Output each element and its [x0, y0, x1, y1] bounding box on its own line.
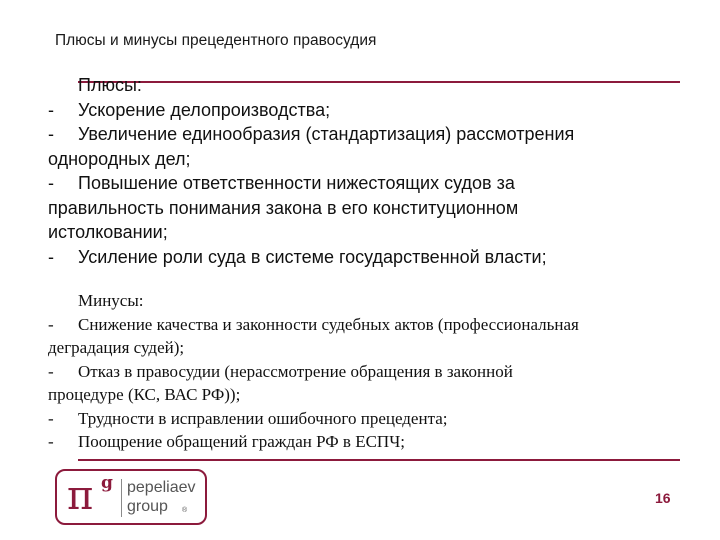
pros-item: - Усиление роли суда в системе государственной власти;: [48, 246, 547, 267]
cons-item: - Снижение качества и законности судебных актов (профессиональная: [48, 314, 579, 334]
pros-section: [48, 73, 688, 269]
pros-heading: Плюсы:: [78, 75, 142, 95]
cons-item: - Поощрение обращений граждан РФ в ЕСПЧ;: [48, 432, 405, 451]
pros-item: - Увеличение единообразия (стандартизация) рассмотрения: [48, 124, 575, 144]
pros-item: - Ускорение делопроизводства;: [48, 99, 331, 120]
cons-item: - Трудности в исправлении ошибочного прецедента;: [48, 408, 448, 428]
logo-superscript: g: [101, 473, 113, 493]
pros-item-continuation: правильность понимания закона в его конституционном: [48, 197, 519, 218]
page-number: 16: [655, 490, 671, 506]
logo-name-line1: pepeliaev: [127, 479, 196, 496]
pros-item-continuation: однородных дел;: [48, 148, 191, 169]
bottom-divider: [78, 459, 680, 461]
pi-logo-icon: π: [67, 473, 94, 519]
slide-title: Плюсы и минусы прецедентного правосудия: [55, 32, 377, 49]
cons-heading: Минусы:: [78, 291, 144, 310]
cons-item-continuation: процедуре (КС, ВАС РФ));: [48, 385, 241, 404]
pros-item: - Повышение ответственности нижестоящих судов за: [48, 173, 515, 193]
logo-separator: [121, 479, 122, 517]
pepeliaev-group-logo: [55, 469, 207, 525]
cons-item-continuation: деградация судей);: [48, 338, 185, 357]
pros-item-continuation: истолковании;: [48, 222, 168, 242]
logo-name-line2: group: [127, 498, 168, 515]
cons-item: - Отказ в правосудии (нерассмотрение обращения в законной: [48, 361, 513, 381]
cons-section: [48, 289, 688, 454]
logo-registered-mark: ®: [182, 507, 188, 514]
